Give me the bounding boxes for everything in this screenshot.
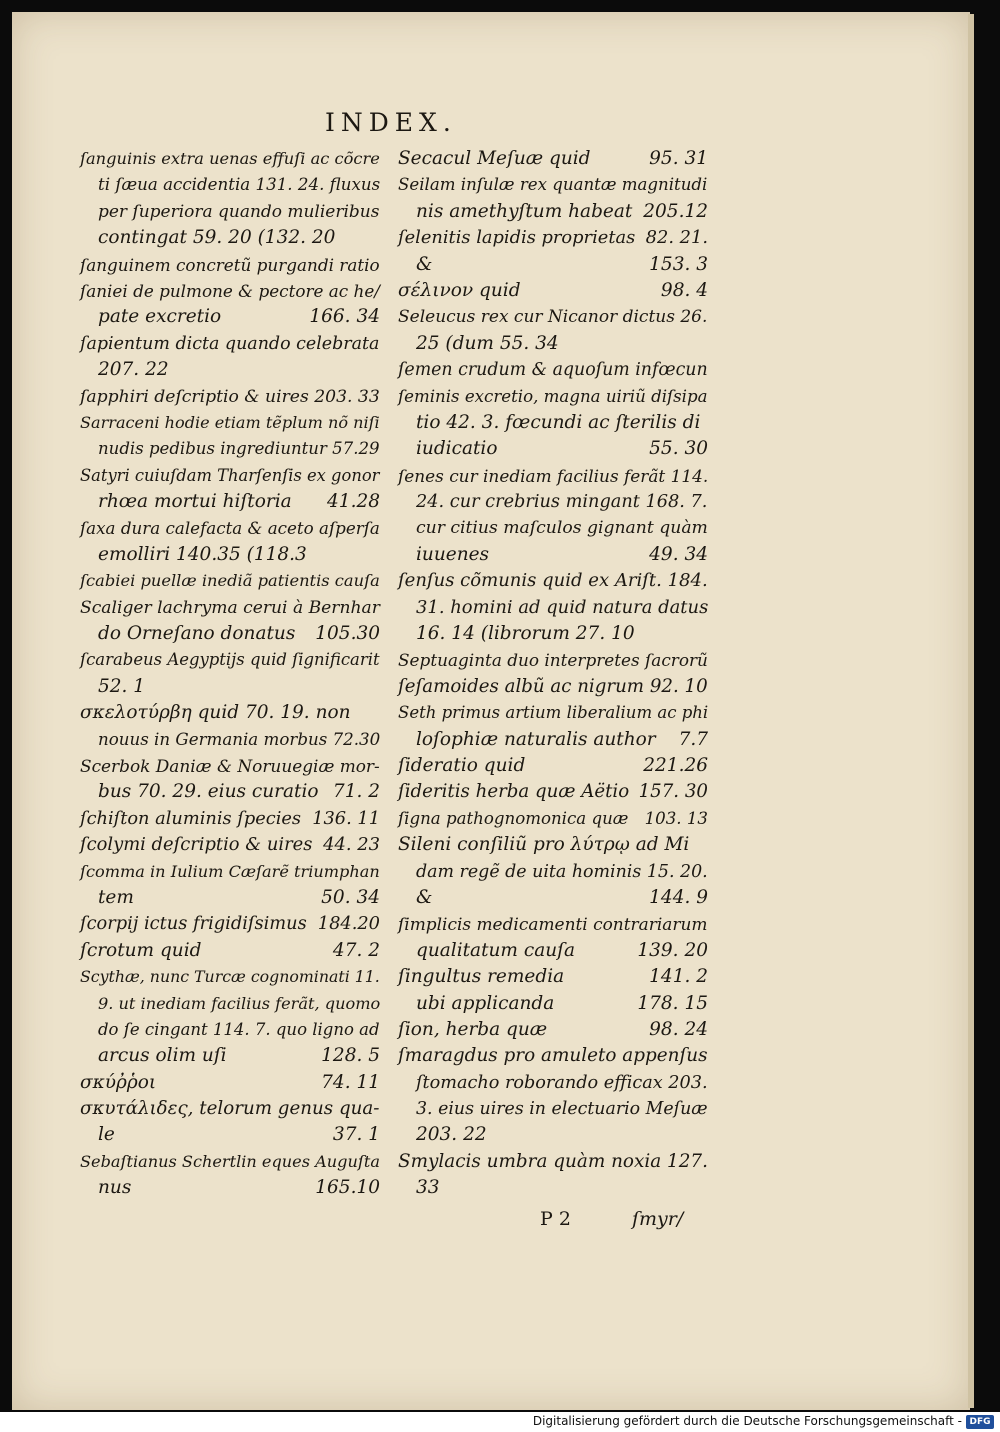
- index-entry-line: [398, 384, 708, 410]
- entry-text: qualitatum cauſa: [416, 939, 576, 961]
- entry-page-ref: 144. 9: [649, 886, 708, 908]
- entry-text: 3. eius uires in electuario Meſuæ: [416, 1099, 708, 1120]
- entry-text: do ſe cingant 114. 7. quo ligno ad: [98, 1019, 380, 1039]
- index-entry-line: [80, 1149, 380, 1175]
- index-entry-line: [80, 146, 380, 172]
- entry-text: Scaliger lachryma cerui à Bernhar: [80, 597, 380, 618]
- index-entry-line: [80, 199, 380, 225]
- index-entry-line: [398, 1043, 708, 1069]
- entry-text: ſideritis herba quæ Aëtio: [398, 781, 630, 803]
- entry-text: 25 (dum 55. 34: [416, 332, 559, 354]
- index-entry-line: [398, 436, 708, 462]
- entry-text: Sileni conſiliũ pro λύτρῳ ad Mi: [398, 834, 690, 856]
- entry-text: ſenes cur inediam facilius ferãt 114.: [398, 465, 709, 486]
- entry-text: nudis pedibus ingrediuntur 57.29: [98, 439, 380, 459]
- entry-text: ſion, herba quæ: [398, 1018, 548, 1040]
- entry-text: σέλινον quid: [398, 279, 521, 301]
- entry-text: 52. 1: [98, 675, 146, 697]
- entry-text: rhœa mortui hiſtoria: [98, 491, 292, 513]
- index-entry-line: [398, 252, 708, 278]
- index-entry-line: [398, 172, 708, 198]
- entry-text: Seleucus rex cur Nicanor dictus 26.: [398, 307, 708, 328]
- index-entry-line: [398, 515, 708, 541]
- entry-page-ref: 98. 4: [660, 279, 708, 301]
- entry-page-ref: 205.12: [643, 200, 708, 222]
- entry-text: &: [416, 253, 433, 275]
- entry-text: 33: [416, 1177, 440, 1199]
- index-entry-line: [80, 384, 380, 410]
- index-entry-line: [398, 991, 708, 1017]
- entry-text: ſtomacho roborando efficax 203.: [416, 1072, 708, 1093]
- index-entry-line: [398, 331, 708, 357]
- entry-text: 16. 14 (librorum 27. 10: [416, 623, 635, 645]
- entry-text: do Orneſano donatus: [98, 623, 296, 645]
- entry-text: cur citius maſculos gignant quàm: [416, 518, 708, 539]
- index-entry-line: [398, 304, 708, 330]
- entry-text: nis amethyſtum habeat: [416, 200, 633, 222]
- entry-page-ref: 37. 1: [332, 1124, 380, 1146]
- index-entry-line: [398, 225, 708, 251]
- catchword: ſmyr/: [632, 1208, 684, 1230]
- entry-text: Smylacis umbra quàm noxia 127.: [398, 1150, 708, 1172]
- entry-text: ſaxa dura calefacta & aceto aſperſa: [80, 518, 380, 539]
- index-entry-line: [80, 595, 380, 621]
- index-entry-line: [398, 859, 708, 885]
- index-entry-line: [80, 515, 380, 541]
- page-edge: [968, 14, 974, 1408]
- entry-text: ſanguinis extra uenas effuſi ac cõcre: [80, 149, 380, 168]
- entry-text: ſcorpij ictus frigidiſsimus: [80, 913, 307, 935]
- index-entry-line: [398, 568, 708, 594]
- entry-text: ſapientum dicta quando celebrata: [80, 333, 380, 354]
- index-column-left: [80, 146, 380, 1202]
- entry-text: Secacul Meſuæ quid: [398, 148, 591, 169]
- entry-text: ſcarabeus Aegyptijs quid ſignificarit: [80, 650, 380, 670]
- index-entry-line: [80, 278, 380, 304]
- entry-page-ref: 41.28: [327, 491, 380, 513]
- index-entry-line: [80, 700, 380, 726]
- index-entry-line: [80, 779, 380, 805]
- entry-page-ref: 139. 20: [637, 939, 708, 961]
- entry-text: ſcabiei puellæ inediã patientis cauſa: [80, 571, 380, 591]
- index-entry-line: [80, 568, 380, 594]
- entry-page-ref: 157. 30: [638, 781, 708, 803]
- entry-text: ſmaragdus pro amuleto appenſus: [398, 1045, 708, 1067]
- index-entry-line: [80, 753, 380, 779]
- entry-text: iudicatio: [416, 438, 498, 460]
- index-entry-line: [398, 1096, 708, 1122]
- index-entry-line: [80, 964, 380, 990]
- index-entry-line: [80, 832, 380, 858]
- entry-text: contingat 59. 20 (132. 20: [98, 227, 336, 249]
- dfg-logo: DFG: [966, 1415, 994, 1429]
- entry-text: ſelenitis lapidis proprietas: [398, 227, 636, 249]
- entry-page-ref: 165.10: [315, 1177, 380, 1199]
- entry-text: nus: [98, 1177, 132, 1199]
- index-entry-line: [398, 278, 708, 304]
- entry-text: ſideratio quid: [398, 754, 526, 776]
- entry-text: loſophiæ naturalis author: [416, 728, 656, 750]
- index-entry-line: [80, 357, 380, 383]
- index-entry-line: [80, 1096, 380, 1122]
- entry-text: 9. ut inediam facilius ferãt, quomo: [98, 993, 381, 1013]
- index-entry-line: [398, 1175, 708, 1201]
- index-entry-line: [398, 964, 708, 990]
- entry-text: ſchiſton aluminis ſpecies: [80, 808, 302, 829]
- index-entry-line: [398, 1149, 708, 1175]
- index-entry-line: [80, 1175, 380, 1201]
- entry-text: ſcrotum quid: [80, 939, 202, 961]
- entry-page-ref: 47. 2: [332, 939, 380, 961]
- index-entry-line: [398, 647, 708, 673]
- entry-text: Septuaginta duo interpretes ſacrorũ: [398, 650, 708, 671]
- entry-text: &: [416, 886, 433, 908]
- index-entry-line: [398, 753, 708, 779]
- entry-text: emolliri 140.35 (118.3: [98, 543, 307, 565]
- index-entry-line: [80, 463, 380, 489]
- entry-text: Scerbok Daniæ & Noruuegiæ mor-: [80, 755, 380, 776]
- index-entry-line: [398, 621, 708, 647]
- index-entry-line: [80, 436, 380, 462]
- entry-text: ſenſus cõmunis quid ex Ariſt. 184.: [398, 570, 708, 592]
- entry-text: ſanguinem concretũ purgandi ratio: [80, 254, 380, 275]
- index-entry-line: [398, 779, 708, 805]
- entry-page-ref: 153. 3: [649, 253, 708, 275]
- entry-text: bus 70. 29. eius curatio: [98, 781, 319, 803]
- index-entry-line: [80, 304, 380, 330]
- entry-page-ref: 128. 5: [321, 1045, 380, 1067]
- entry-text: tem: [98, 886, 134, 908]
- entry-text: le: [98, 1124, 115, 1146]
- entry-page-ref: 221.26: [643, 754, 708, 776]
- entry-text: Sebaſtianus Schertlin eques Auguſta: [80, 1151, 380, 1171]
- signature-mark: P 2: [540, 1208, 571, 1230]
- entry-page-ref: 95. 31: [649, 148, 708, 169]
- entry-page-ref: 141. 2: [649, 966, 708, 988]
- entry-text: 31. homini ad quid natura datus: [416, 596, 709, 618]
- entry-text: ſaniei de pulmone & pectore ac he/: [80, 280, 380, 301]
- entry-text: ſapphiri deſcriptio & uires 203. 33: [80, 386, 380, 407]
- entry-text: ſimplicis medicamenti contrariarum: [398, 914, 708, 935]
- index-entry-line: [398, 806, 708, 832]
- index-entry-line: [80, 991, 380, 1017]
- index-entry-line: [398, 1070, 708, 1096]
- index-entry-line: [80, 1122, 380, 1148]
- entry-text: σκελοτύρβη quid 70. 19. non: [80, 702, 351, 724]
- banner-text: Digitalisierung gefördert durch die Deutsche Forschungsgemeinschaft -: [532, 1414, 962, 1428]
- entry-text: tio 42. 3. fœcundi ac ſterilis di: [416, 411, 701, 433]
- index-entry-line: [398, 885, 708, 911]
- entry-text: ti ſæua accidentia 131. 24. fluxus: [98, 175, 381, 195]
- index-entry-line: [80, 331, 380, 357]
- entry-page-ref: 7.7: [678, 728, 708, 750]
- index-entry-line: [80, 225, 380, 251]
- entry-text: Sarraceni hodie etiam tẽplum nõ niſi: [80, 412, 380, 432]
- entry-page-ref: 82. 21.: [645, 227, 708, 249]
- index-entry-line: [398, 911, 708, 937]
- index-entry-line: [80, 885, 380, 911]
- index-entry-line: [80, 1070, 380, 1096]
- entry-text: σκυτάλιδες, telorum genus qua-: [80, 1098, 380, 1120]
- entry-text: ſeſamoides albũ ac nigrum 92. 10: [398, 675, 708, 697]
- entry-text: per ſuperiora quando mulieribus: [98, 201, 380, 222]
- entry-text: ſigna pathognomonica quæ: [398, 808, 629, 828]
- entry-page-ref: 178. 15: [637, 992, 708, 1014]
- index-entry-line: [80, 647, 380, 673]
- index-entry-line: [398, 357, 708, 383]
- index-entry-line: [80, 674, 380, 700]
- entry-text: Seth primus artium liberalium ac phi: [398, 703, 709, 723]
- entry-text: Satyri cuiuſdam Tharſenſis ex gonor: [80, 465, 380, 485]
- index-entry-line: [398, 832, 708, 858]
- index-entry-line: [80, 859, 380, 885]
- index-entry-line: [398, 489, 708, 515]
- entry-text: 207. 22: [98, 359, 169, 381]
- index-entry-line: [80, 542, 380, 568]
- index-entry-line: [80, 727, 380, 753]
- entry-page-ref: 184.20: [317, 913, 380, 935]
- entry-text: iuuenes: [416, 543, 490, 565]
- entry-text: 24. cur crebrius mingant 168. 7.: [416, 492, 708, 513]
- index-entry-line: [398, 700, 708, 726]
- index-entry-line: [398, 674, 708, 700]
- index-entry-line: [80, 1017, 380, 1043]
- index-entry-line: [398, 542, 708, 568]
- entry-text: nouus in Germania morbus 72.30: [98, 729, 381, 749]
- index-entry-line: [80, 410, 380, 436]
- index-entry-line: [80, 172, 380, 198]
- entry-page-ref: 50. 34: [321, 886, 380, 908]
- page-header: INDEX.: [325, 108, 457, 137]
- entry-page-ref: 74. 11: [321, 1071, 380, 1093]
- entry-text: Scythæ, nunc Turcæ cognominati 11.: [80, 967, 380, 987]
- index-column-right: [398, 146, 708, 1202]
- index-entry-line: [80, 252, 380, 278]
- index-entry-line: [398, 1017, 708, 1043]
- entry-page-ref: 136. 11: [312, 808, 380, 829]
- index-entry-line: [398, 463, 708, 489]
- entry-page-ref: 55. 30: [649, 438, 708, 460]
- index-entry-line: [80, 1043, 380, 1069]
- index-entry-line: [398, 595, 708, 621]
- index-entry-line: [80, 938, 380, 964]
- entry-text: dam regẽ de uita hominis 15. 20.: [416, 861, 708, 882]
- entry-text: σκύῤῥοι: [80, 1071, 157, 1093]
- entry-text: ſeminis excretio, magna uiriũ diſsipa: [398, 386, 708, 406]
- entry-text: pate excretio: [98, 306, 222, 328]
- entry-text: Seilam inſulæ rex quantæ magnitudi: [398, 175, 708, 195]
- index-entry-line: [80, 489, 380, 515]
- entry-page-ref: 103. 13: [644, 808, 708, 828]
- entry-text: ſemen crudum & aquoſum infœcun: [398, 360, 708, 381]
- entry-text: ſcomma in Iulium Cæſarẽ triumphan: [80, 861, 380, 881]
- entry-page-ref: 49. 34: [649, 543, 708, 565]
- entry-page-ref: 71. 2: [332, 781, 380, 803]
- index-entry-line: [80, 621, 380, 647]
- index-entry-line: [398, 1122, 708, 1148]
- index-entry-line: [398, 727, 708, 753]
- index-entry-line: [80, 806, 380, 832]
- entry-page-ref: 166. 34: [309, 306, 380, 328]
- funding-banner: [0, 1412, 1000, 1432]
- entry-text: ubi applicanda: [416, 992, 555, 1014]
- entry-text: arcus olim uſi: [98, 1045, 227, 1067]
- entry-page-ref: 105.30: [315, 623, 380, 645]
- index-entry-line: [398, 199, 708, 225]
- entry-page-ref: 98. 24: [649, 1018, 708, 1040]
- index-entry-line: [398, 938, 708, 964]
- entry-text: 203. 22: [416, 1124, 487, 1146]
- index-entry-line: [80, 911, 380, 937]
- index-entry-line: [398, 146, 708, 172]
- entry-text: ſingultus remedia: [398, 966, 565, 988]
- entry-page-ref: 44. 23: [323, 834, 380, 856]
- index-entry-line: [398, 410, 708, 436]
- entry-text: ſcolymi deſcriptio & uires: [80, 834, 313, 856]
